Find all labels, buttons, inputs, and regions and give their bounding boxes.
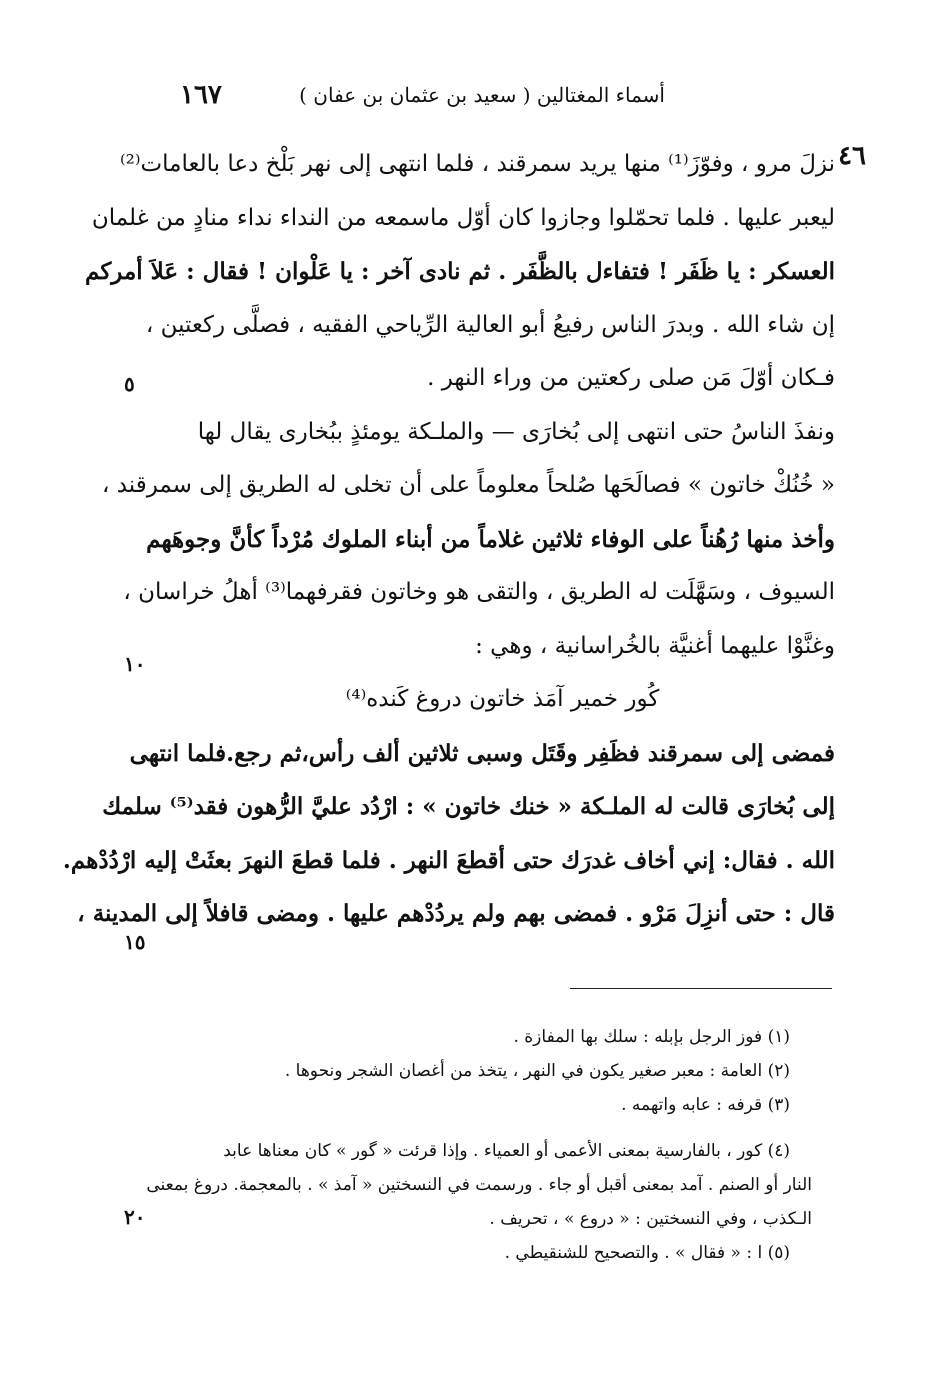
footnote: (٣) قرفه : عابه واتهمه . [621,1095,790,1115]
body-line: إلى بُخارَى قالت له الملـكة « خنك خاتون » : ارْدُد عليَّ الرُّهون فقد⁽⁵⁾ سلمك [102,793,835,820]
footnotes [146,1020,812,1270]
body-line: وأخذ منها رُهُناً على الوفاء ثلاثين غلاماً من أبناء الملوك مُرْداً كأنَّ وجوهَهم [146,525,835,553]
body-line: وغنَّوْا عليهما أغنيَّة بالخُراسانية ، وهي : [475,632,835,659]
body-line: ونفذَ الناسُ حتى انتهى إلى بُخارَى — والملـكة يومئذٍ ببُخارى يقال لها [197,418,835,445]
body-line: ليعبر عليها . فلما تحمّلوا وجازوا كان أوّل ماسمعه من النداء نداء منادٍ من غلمان [91,204,835,231]
line-number-10: ١٠ [124,652,146,676]
page-number: ١٦٧ [180,80,222,110]
body-line: فـكان أوّلَ مَن صلى ركعتين من وراء النهر . [427,365,835,391]
running-header [180,78,665,112]
body-line: العسكر : يا ظَفَر ! فتفاءل بالظَّفَر . ثم نادى آخر : يا عَلْوان ! فقال : عَلاَ أمركم [85,258,835,285]
footnote: (١) فوز الرجل بإبله : سلك بها المفازة . [513,1027,790,1047]
line-number-20: ٢٠ [124,1205,146,1229]
footnote: (٢) العامة : معبر صغير يكون في النهر ، يتخذ من أغصان الشجر ونحوها . [284,1061,790,1081]
running-title: أسماء المغتالين ( سعيد بن عثمان بن عفان ) [299,83,665,107]
body-line: السيوف ، وسَهَّلَت له الطريق ، والتقى هو وخاتون فقرفهما⁽³⁾ أهلُ خراسان ، [123,579,835,605]
body-line: قال : حتى أنزِلَ مَرْو . فمضى بهم ولم يردُدْهم عليها . ومضى قافلاً إلى المدينة ، [77,900,835,927]
verse-line: كُور خمير آمَذ خاتون دروغ كَنده⁽⁴⁾ [345,686,660,712]
footnote: (٥) ا : « فقال » . والتصحيح للشنقيطي . [504,1243,790,1263]
line-number-15: ١٥ [124,930,146,954]
footnote: (٤) كور ، بالفارسية بمعنى الأعمى أو العمياء . وإذا قرئت « گور » كان معناها عابد [223,1141,790,1161]
body-line: فمضى إلى سمرقند فظَفِر وقَتَل وسبى ثلاثين ألف رأس،ثم رجع.فلما انتهى [129,739,835,767]
footnote-continuation: النار أو الصنم . آمد بمعنى أقبل أو جاء . ورسمت في النسختين « آمذ » . بالمعجمة. دروغ بمعنى [146,1175,812,1195]
footnote-continuation: الـكذب ، وفي النسختين : « دروع » ، تحريف . [489,1209,812,1229]
line-number-5: ٥ [124,372,135,396]
body-line: الله . فقال: إني أخاف غدرَك حتى أقطعَ النهر . فلما قطعَ النهرَ بعثَتْ إليه ارْدُدْهم. [62,846,835,874]
body-line: إن شاء الله . وبدرَ الناس رفيعُ أبو العالية الرِّياحي الفقيه ، فصلَّى ركعتين ، [145,311,835,338]
paragraph-number: ٤٦ [838,141,866,171]
body-line: « خُنُكْ خاتون » فصالَحَها صُلحاً معلوماً على أن تخلى له الطريق إلى سمرقند ، [101,472,835,498]
footnote-divider [570,988,832,989]
body-line: نزلَ مرو ، وفوّزَ⁽¹⁾ منها يريد سمرقند ، فلما انتهى إلى نهر بَلْخ دعا بالعامات⁽²⁾ [119,151,835,177]
